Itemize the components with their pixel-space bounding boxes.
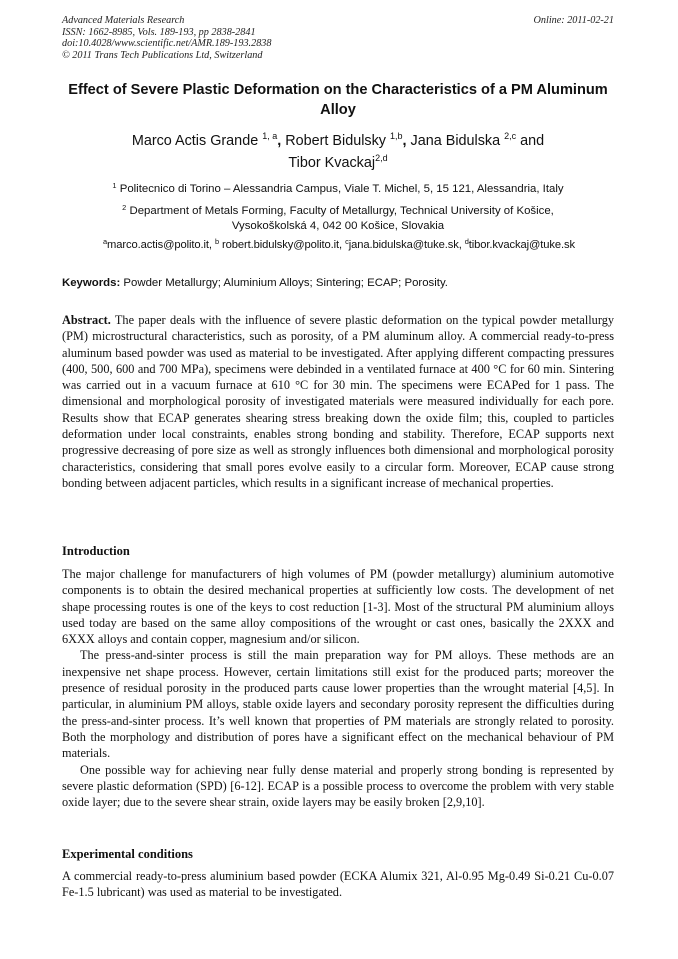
section-introduction <box>62 566 614 810</box>
author-affiliation-mark: 2,c <box>504 131 517 141</box>
journal-doi[interactable]: doi:10.4028/www.scientific.net/AMR.189-193.2838 <box>62 38 272 50</box>
abstract-text: The paper deals with the influence of severe plastic deformation on the typical powder metallurgy (PM) microstructural characteristics, such as porosity, of a PM aluminum alloy. A commercial ready-to-press aluminum based powder was used as material to be investigated. After applying different compacting pressures (400, 500, 600 and 700 MPa), specimens were debinded in a ventilated furnace at 400 °C for 60 min. Sintering was carried out in a vacuum furnace at 610 °C for 30 min. The specimens were ECAPed for 1 pass. The dimensional and morphological porosity of investigated materials were measured individually for each pore. Results show that ECAP generates shearing stress breaking down the oxide film; this, coupled to particles deformation under local constraints, enables strong bonding and stability. Therefore, ECAP supports next progressive decreasing of pore size as well as strongly influences both dimensional and morphological porosity characteristics, considering that small pores evolve easily to a circular form. Moreover, ECAP cause strong bonding between adjacent particles, which results in a significant increase of mechanical properties. <box>62 313 614 490</box>
paragraph: One possible way for achieving near fully dense material and properly strong bonding is represented by severe plastic deformation (SPD) [6-12]. ECAP is a possible process to overcome the problem with very stable oxide layer; due to the severe shear strain, oxide layers may be easily broken [2,9,10]. <box>62 762 614 810</box>
author-list: Marco Actis Grande $^{1, a}$, Robert Bidulsky $^{1,b}$, Jana Bidulska $^{2,c}$ and Tibor Kvackaj$^{2,d}$ <box>131 131 545 171</box>
email-link[interactable]: tibor.kvackaj@tuke.sk <box>468 239 575 251</box>
section-title-introduction: Introduction <box>62 544 130 558</box>
email-link[interactable]: robert.bidulsky@polito.it, <box>221 239 343 251</box>
author-name: Marco Actis Grande <box>131 133 259 149</box>
author-name: Robert Bidulsky <box>285 133 386 149</box>
paragraph: The major challenge for manufacturers of high volumes of PM (powder metallurgy) aluminium automotive components is to obtain the desired mechanical properties at sufficiently low costs. The development of net shape processing routes is one of the keys to cost reduction [1-3]. Most of the structural PM aluminium alloys used today are based on the same alloy compositions of the wrought or cast ones, basically the 2XXX and 6XXX alloys and contain copper, magnesium and/or silicon. <box>62 567 614 647</box>
journal-header <box>62 15 614 61</box>
journal-name: Advanced Materials Research <box>62 15 185 26</box>
email-link[interactable]: jana.bidulska@tuke.sk, <box>348 239 462 251</box>
affiliation-2: $^2$ Department of Metals Forming, Faculty of Metallurgy, Technical University of Košice, Vysokoškolská 4, 042 00 Košice, Slovakia <box>122 203 554 232</box>
section-title-experimental: Experimental conditions <box>62 847 193 861</box>
journal-issn: ISSN: 1662-8985, Vols. 189-193, pp 2838-2841 <box>62 26 256 38</box>
author-affiliation-mark: 1, a <box>262 131 278 141</box>
author-and: and <box>520 133 545 149</box>
section-experimental <box>62 868 614 901</box>
journal-copyright: © 2011 Trans Tech Publications Ltd, Switzerland <box>62 49 263 61</box>
keywords-text: Powder Metallurgy; Aluminium Alloys; Sintering; ECAP; Porosity. <box>123 277 448 289</box>
paragraph: A commercial ready-to-press aluminium based powder (ECKA Alumix 321, Al-0.95 Mg-0.49 Si-0.21 Cu-0.07 Fe-1.5 lubricant) was used as material to be investigated. <box>62 869 614 900</box>
keywords-label: Keywords: <box>62 277 121 289</box>
abstract-label: Abstract. <box>62 313 111 327</box>
affiliation-1: $^1$ Politecnico di Torino – Alessandria Campus, Viale T. Michel, 5, 15 121, Alessandria, Italy <box>112 181 564 195</box>
email-link[interactable]: marco.actis@polito.it, <box>107 239 212 251</box>
author-emails: $^a$marco.actis@polito.it, $^b$ robert.bidulsky@polito.it, $^c$jana.bidulska@tuke.sk, $^d$tibor.kvackaj@tuke.sk <box>103 237 575 251</box>
paper-title: Effect of Severe Plastic Deformation on the Characteristics of a PM Aluminum Alloy <box>68 82 608 118</box>
online-date: Online: 2011-02-21 <box>533 15 614 26</box>
author-name: Jana Bidulska <box>410 133 501 149</box>
author-affiliation-mark: 2,d <box>375 153 388 163</box>
paragraph: The press-and-sinter process is still the main preparation way for PM alloys. These methods are an inexpensive net shape process. However, certain limitations still exist for the produced parts; moreover the presence of residual porosity in the produced parts cause lower properties than the wrought material [4,5]. In particular, in aluminium PM alloys, stable oxide layers and secondary porosity represent the difficulties during the press-and-sinter process. It’s well known that properties of PM materials are strongly related to porosity. Both the morphology and distribution of pores have a significant effect on the mechanical behaviour of PM materials. <box>62 648 614 761</box>
author-affiliation-mark: 1,b <box>390 131 403 141</box>
author-name: Tibor Kvackaj <box>288 155 376 171</box>
keywords <box>62 276 614 291</box>
abstract <box>62 312 614 491</box>
